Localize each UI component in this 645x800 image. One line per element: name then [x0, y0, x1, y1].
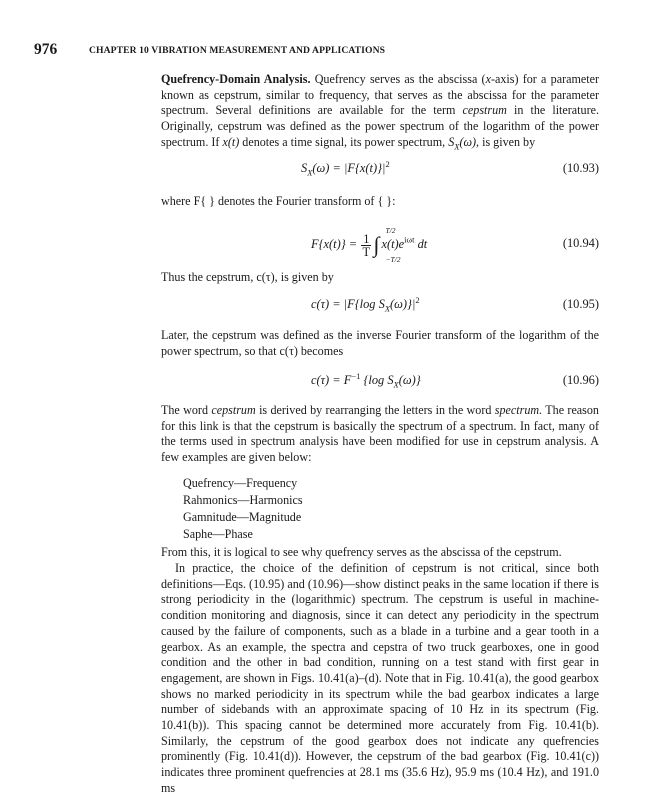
- list-item: Gamnitude—Magnitude: [183, 510, 302, 524]
- equation-10-93: $S_X(\omega) = |F\{x(t)\}|^2$ (10.93): [301, 158, 599, 178]
- paragraph-practice: In practice, the choice of the definition of cepstrum is not critical, since both definitions—Eqs. (10.95) and (10.96)—show distinct peaks in the same location if there is strong periodicity in the (logarithmic) spectrum. The cepstrum is useful in machine-condition monitoring and diagnosis, since it can detect any periodicity in the spectrum caused by the failure of components, such as a blade in a turbine and a gear tooth in a gearbox. As an example, the spectra and cepstra of two truck gearboxes, one in good condition and the other in bad condition, running on a test stand with first gear in engagement, are shown in Figs. 10.41(a)–(d). Note that in Fig. 10.41(a), the good gearbox shows no marked periodicity in its spectrum while the bad gearbox indicates a large number of sidebands with an approximate spacing of 10 Hz in its spectrum (Fig. 10.41(b)). This spacing cannot be determined more accurately from Fig. 10.41(b). Similarly, the cepstrum of the good gearbox does not indicate any quefrencies prominently (Fig. 10.41(d)). However, the cepstrum of the bad gearbox (Fig. 10.41(c)) indicates three prominent quefrencies at 28.1 ms (35.6 Hz), 95.9 ms (10.4 Hz), and 191.0 ms: [161, 561, 599, 795]
- chapter-title: CHAPTER 10 VIBRATION MEASUREMENT AND APPLICATIONS: [89, 45, 386, 56]
- text-run: S: [448, 134, 455, 149]
- text-run: Quefrency serves as the abscissa (: [310, 72, 486, 86]
- paragraph-quefrency-intro: [161, 72, 599, 151]
- equation-10-96: $c(\tau) = F^{-1}$ {log $S_X(\omega)$} (10.96): [311, 370, 599, 390]
- paragraph-word-origin: [161, 403, 599, 466]
- equation-number: (10.93): [562, 161, 599, 175]
- paragraph-inverse-def: Later, the cepstrum was defined as the inverse Fourier transform of the logarithm of the power spectrum, so that c(τ) becomes: [161, 328, 599, 358]
- list-item: Quefrency—Frequency: [183, 476, 298, 490]
- equation-10-94: F{x(t)} = $\frac{1}{T}$ ∫ T/2 −T/2 $x(t)e^{i\omega t}$ dt (10.94): [311, 226, 599, 264]
- text-run: -axis) for a parameter known as cepstrum, similar to frequency, that serves as the abscissa for the parameter spectrum. Several definitions are available for the term: [161, 72, 599, 118]
- text-run: x: [485, 72, 491, 86]
- list-item: Rahmonics—Harmonics: [183, 493, 303, 507]
- equation-number: (10.96): [562, 373, 599, 387]
- text-run: cepstrum: [462, 103, 507, 118]
- text-run: spectrum.: [494, 403, 543, 417]
- text-run: X: [454, 141, 460, 152]
- equation-number: (10.94): [562, 236, 599, 250]
- section-heading: Quefrency-Domain Analysis.: [161, 72, 311, 86]
- text-run: , is given by: [476, 134, 536, 149]
- page-number: 976: [34, 41, 58, 58]
- equation-10-95: c(τ) = |F{log $S_X(\omega)\}|^2$ (10.95): [311, 294, 599, 314]
- text-run: is derived by rearranging the letters in the word: [255, 403, 495, 417]
- text-run: cepstrum: [211, 403, 256, 417]
- paragraph-cepstrum-intro: Thus the cepstrum, c(τ), is given by: [161, 270, 334, 284]
- equation-number: (10.95): [562, 297, 599, 311]
- text-run: The reason for this link is that the cepstrum is basically the spectrum of a spectrum. In fact, many of the terms used in spectrum analysis have been modified for use in cepstrum analysis. A few examples are given below:: [161, 403, 599, 465]
- paragraph-quefrency-abscissa: From this, it is logical to see why quefrency serves as the abscissa of the cepstrum.: [161, 545, 562, 559]
- paragraph-fourier-def: where F{ } denotes the Fourier transform of { }:: [161, 194, 396, 208]
- text-run: The word: [161, 403, 212, 417]
- list-item: Saphe—Phase: [183, 527, 253, 541]
- terms-list: [183, 475, 303, 543]
- text-run: x(t): [222, 134, 240, 149]
- text-run: in the literature. Originally, cepstrum was defined as the power spectrum of the logarithm of the power spectrum. If: [161, 103, 599, 149]
- text-run: (ω): [459, 134, 477, 149]
- text-run: denotes a time signal, its power spectrum,: [239, 134, 449, 149]
